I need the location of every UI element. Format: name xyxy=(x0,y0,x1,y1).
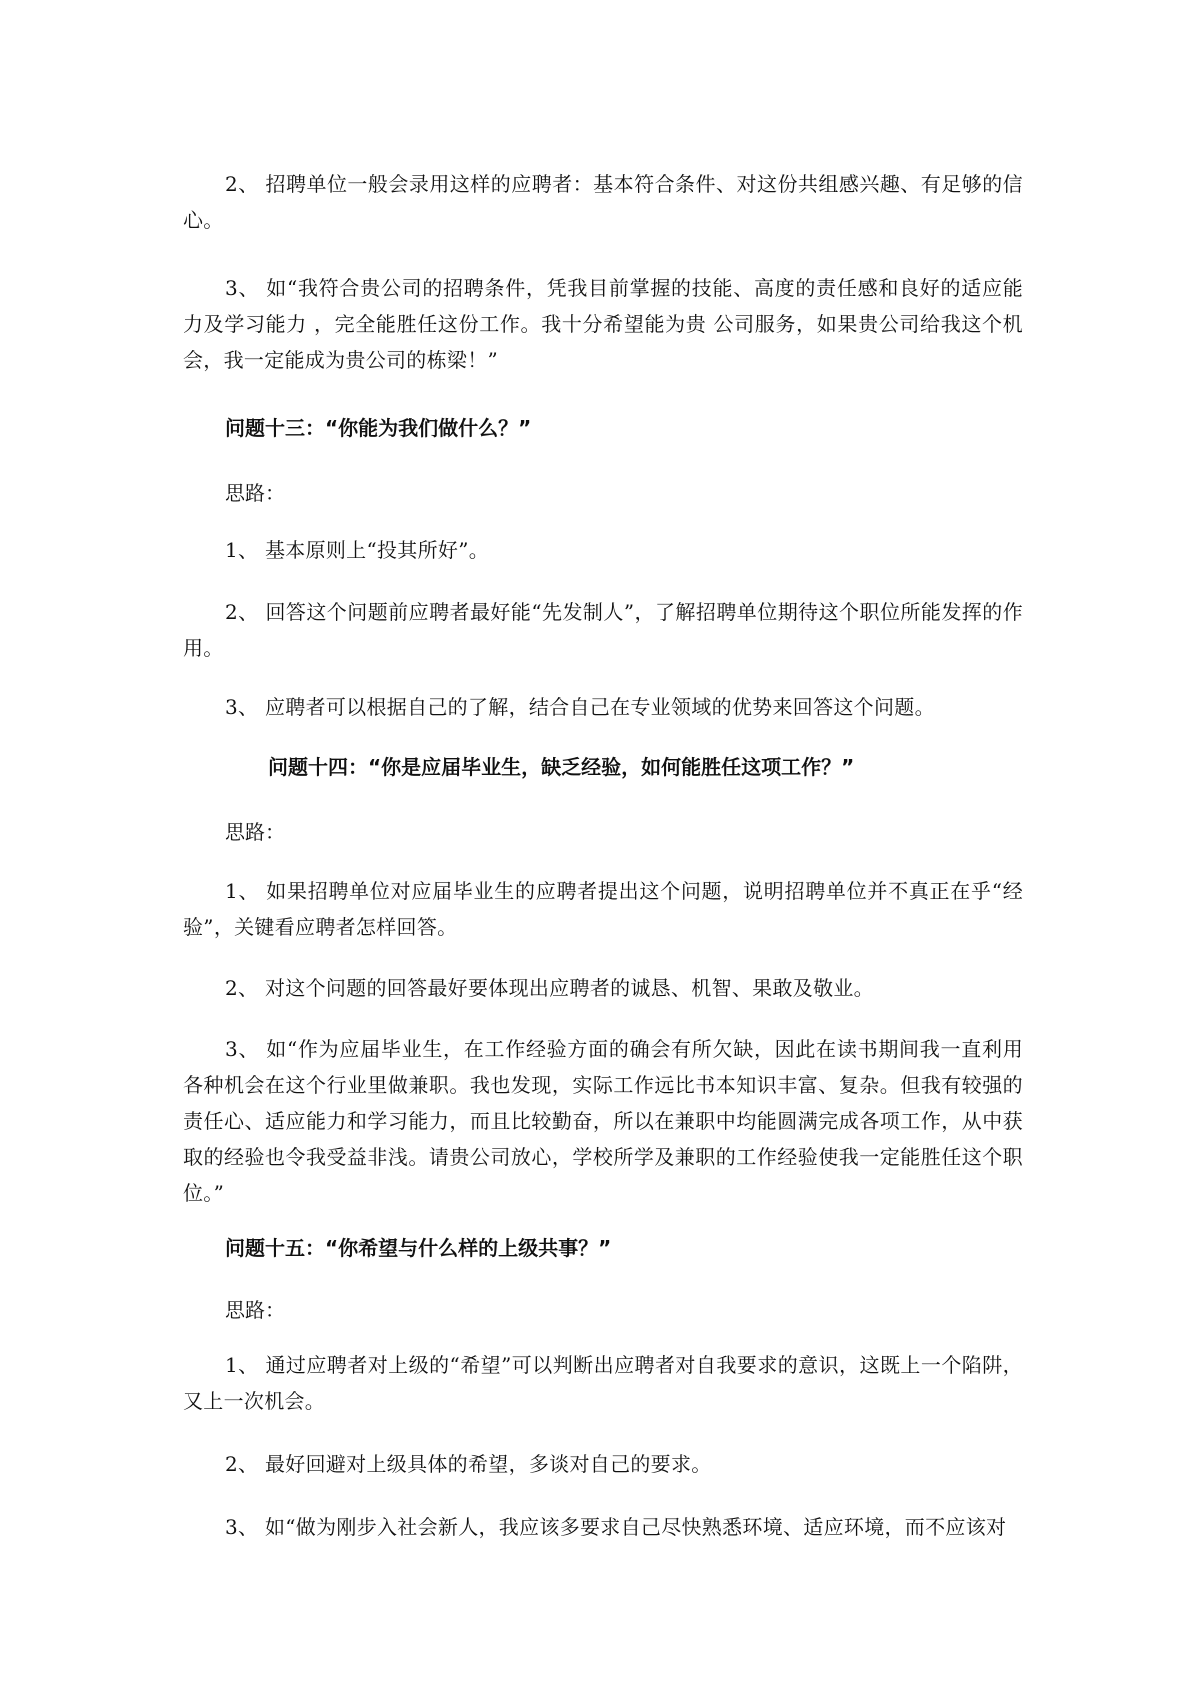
thinking-label-14: 思路： xyxy=(225,820,285,844)
answer-14-1: 1、 如果招聘单位对应届毕业生的应聘者提出这个问题，说明招聘单位并不真正在乎“经验”，关键看应聘者怎样回答。 xyxy=(183,879,1023,939)
thinking-label-15: 思路： xyxy=(225,1298,285,1322)
question-14-heading: 问题十四：“你是应届毕业生，缺乏经验，如何能胜任这项工作？” xyxy=(268,755,855,779)
answer-13-1: 1、 基本原则上“投其所好”。 xyxy=(225,538,490,562)
answer-13-3: 3、 应聘者可以根据自己的了解，结合自己在专业领域的优势来回答这个问题。 xyxy=(225,695,935,719)
answer-14-2: 2、 对这个问题的回答最好要体现出应聘者的诚恳、机智、果敢及敬业。 xyxy=(225,976,874,1000)
answer-13-2: 2、 回答这个问题前应聘者最好能“先发制人”，了解招聘单位期待这个职位所能发挥的作用。 xyxy=(183,600,1023,660)
answer-15-3: 3、 如“做为刚步入社会新人，我应该多要求自己尽快熟悉环境、适应环境，而不应该对 xyxy=(225,1515,1007,1539)
paragraph-answer-12-2: 2、 招聘单位一般会录用这样的应聘者：基本符合条件、对这份共组感兴趣、有足够的信心。 xyxy=(183,172,1023,232)
answer-15-2: 2、 最好回避对上级具体的希望，多谈对自己的要求。 xyxy=(225,1452,712,1476)
question-15-heading: 问题十五：“你希望与什么样的上级共事？” xyxy=(225,1236,612,1260)
question-13-heading: 问题十三：“你能为我们做什么？” xyxy=(225,416,532,440)
paragraph-answer-12-3: 3、 如“我符合贵公司的招聘条件，凭我目前掌握的技能、高度的责任感和良好的适应能力及学习能力 ，完全能胜任这份工作。我十分希望能为贵 公司服务，如果贵公司给我这个机会，我一定能成为贵公司的栋梁！” xyxy=(183,276,1023,372)
thinking-label-13: 思路： xyxy=(225,481,285,505)
answer-14-3: 3、 如“作为应届毕业生，在工作经验方面的确会有所欠缺，因此在读书期间我一直利用各种机会在这个行业里做兼职。我也发现，实际工作远比书本知识丰富、复杂。但我有较强的责任心、适应能力和学习能力，而且比较勤奋，所以在兼职中均能圆满完成各项工作，从中获取的经验也令我受益非浅。请贵公司放心，学校所学及兼职的工作经验使我一定能胜任这个职位。” xyxy=(183,1037,1023,1205)
answer-15-1: 1、 通过应聘者对上级的“希望”可以判断出应聘者对自我要求的意识，这既上一个陷阱，又上一次机会。 xyxy=(183,1353,1023,1413)
